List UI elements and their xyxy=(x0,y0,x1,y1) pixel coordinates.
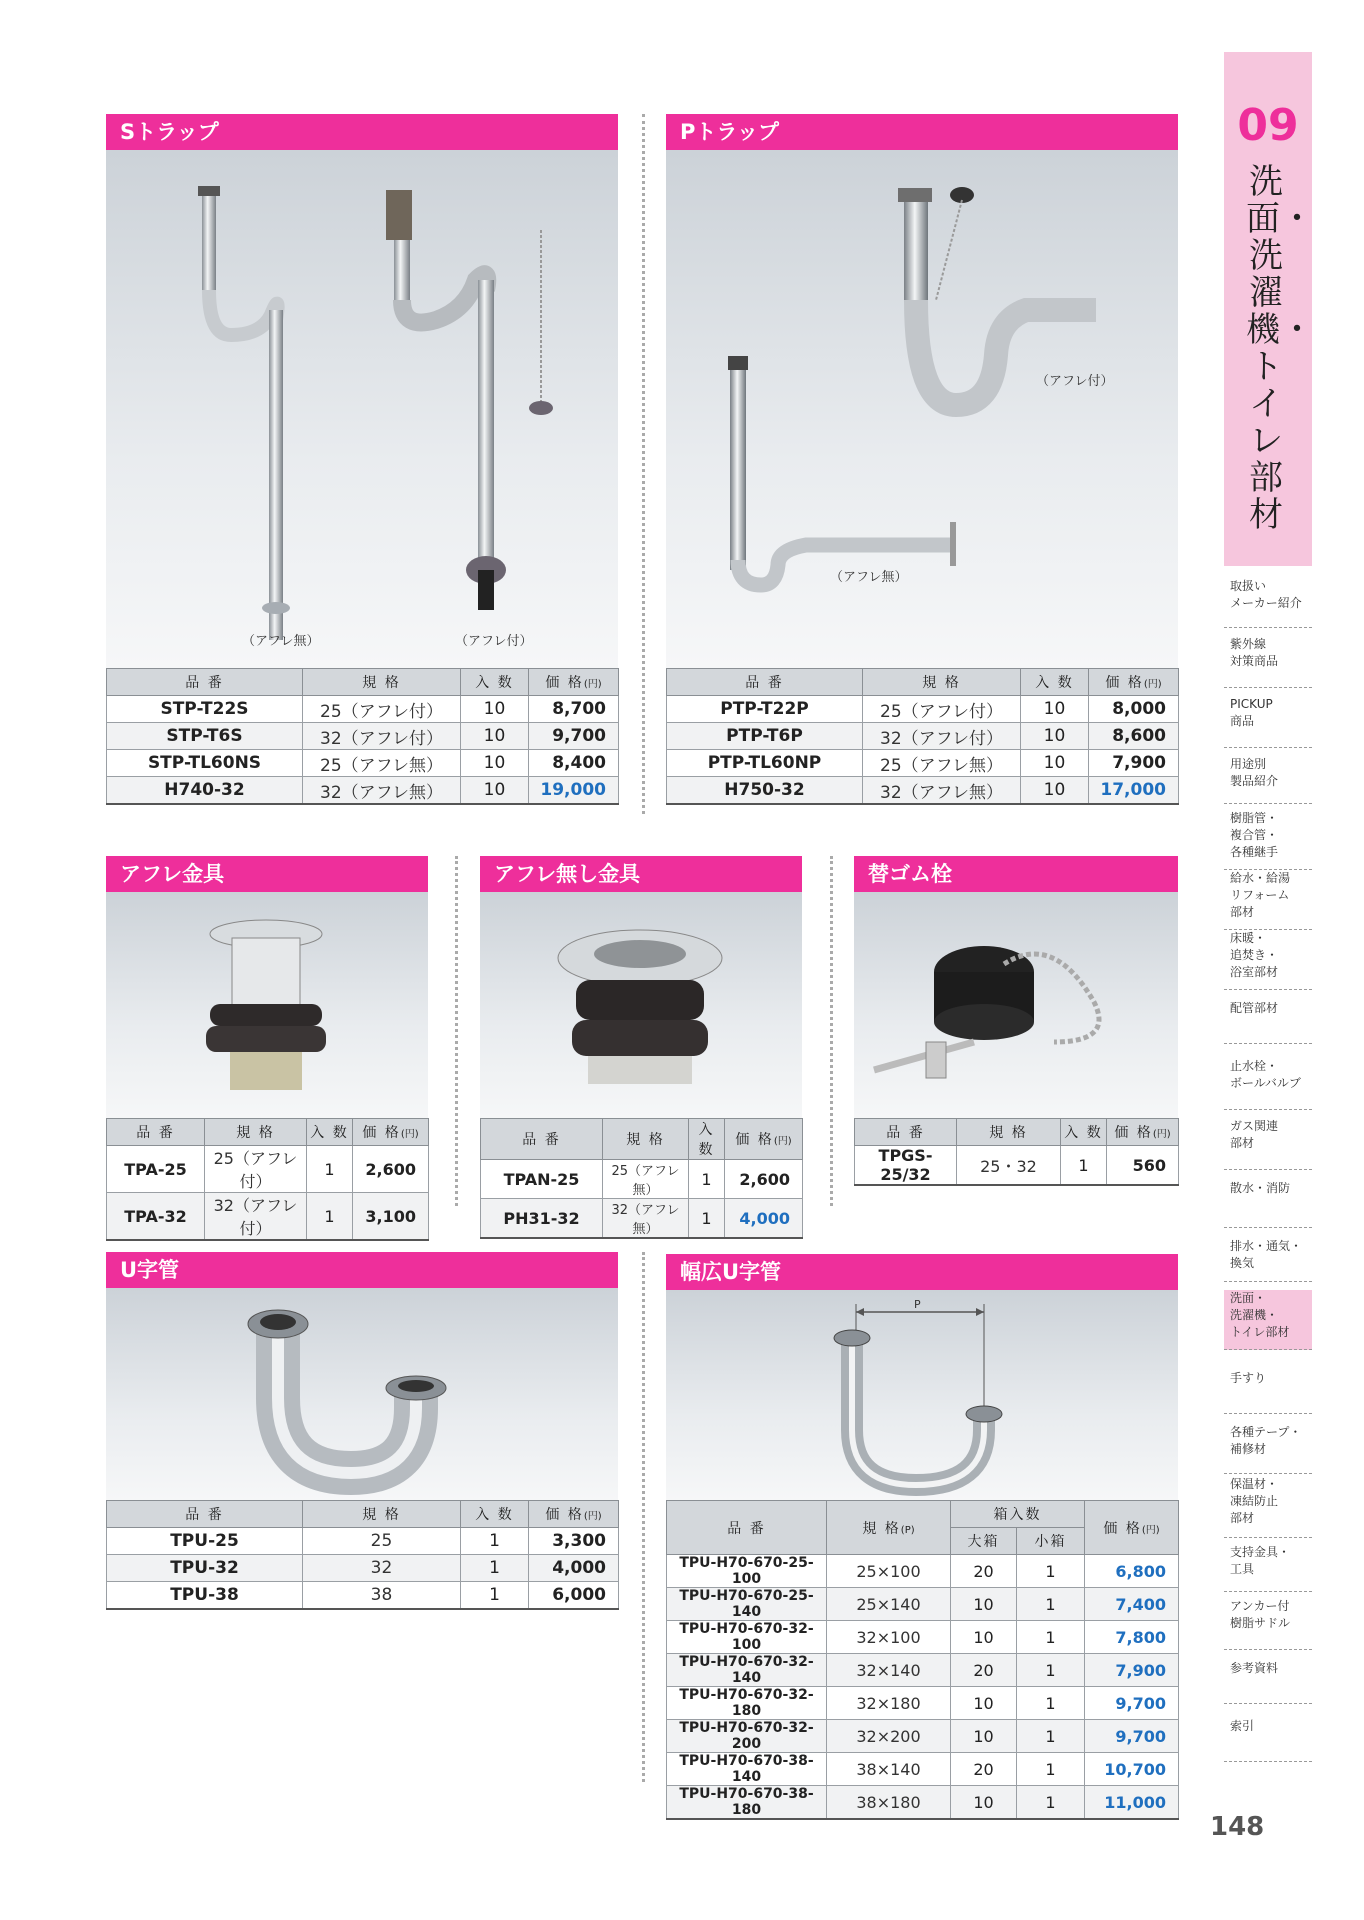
spec-cell: 32（アフレ無） xyxy=(303,777,461,805)
section-title-p-trap: Pトラップ xyxy=(666,114,1178,150)
product-code: TPU-H70-670-25-100 xyxy=(667,1555,827,1588)
product-code: PH31-32 xyxy=(481,1199,603,1239)
column-header: 品 番 xyxy=(107,1119,205,1146)
table-row xyxy=(107,1582,619,1610)
price-cell: 11,000 xyxy=(1085,1786,1179,1820)
table-row xyxy=(667,1753,1179,1786)
u-tube-illustration xyxy=(106,1288,618,1500)
afure-nashi-photo xyxy=(480,892,802,1118)
column-header-small-box: 小箱 xyxy=(1017,1528,1085,1555)
caption: （アフレ無） xyxy=(830,570,908,585)
quantity-cell: 1 xyxy=(689,1160,725,1199)
table-row xyxy=(667,750,1179,777)
small-box-cell: 1 xyxy=(1017,1654,1085,1687)
price-cell: 3,100 xyxy=(353,1193,429,1241)
afure-nashi-table xyxy=(480,1118,803,1239)
table-row xyxy=(667,1786,1179,1820)
price-cell: 560 xyxy=(1107,1146,1179,1186)
price-cell: 10,700 xyxy=(1085,1753,1179,1786)
spec-cell: 25（アフレ無） xyxy=(863,750,1021,777)
column-header-large-box: 大箱 xyxy=(951,1528,1017,1555)
large-box-cell: 10 xyxy=(951,1720,1017,1753)
price-cell: 9,700 xyxy=(1085,1720,1179,1753)
u-tube-photo xyxy=(106,1288,618,1500)
afure-illustration xyxy=(106,892,428,1118)
large-box-cell: 10 xyxy=(951,1588,1017,1621)
column-header-spec xyxy=(827,1501,951,1555)
spec-cell: 32×140 xyxy=(827,1654,951,1687)
spec-cell: 32（アフレ付） xyxy=(205,1193,307,1241)
quantity-cell: 10 xyxy=(1021,777,1089,805)
price-unit: (円) xyxy=(1152,1129,1171,1140)
nav-item[interactable]: 排水・通気・ 換気 xyxy=(1224,1238,1312,1282)
nav-item[interactable]: PICKUP 商品 xyxy=(1224,696,1312,748)
spec-cell: 25（アフレ無） xyxy=(303,750,461,777)
product-code: TPU-H70-670-38-180 xyxy=(667,1786,827,1820)
quantity-cell: 1 xyxy=(461,1528,529,1555)
gomu-illustration xyxy=(854,892,1178,1118)
small-box-cell: 1 xyxy=(1017,1786,1085,1820)
table-row xyxy=(107,750,619,777)
table-row xyxy=(667,696,1179,723)
column-header-price xyxy=(529,1501,619,1528)
column-header: 品 番 xyxy=(667,669,863,696)
price-unit: (円) xyxy=(1141,1524,1160,1536)
nav-item[interactable]: 樹脂管・ 複合管・ 各種継手 xyxy=(1224,810,1312,870)
product-code: TPU-32 xyxy=(107,1555,303,1582)
section-title-afure-nashi: アフレ無し金具 xyxy=(480,856,802,892)
quantity-cell: 10 xyxy=(461,750,529,777)
table-row xyxy=(667,1555,1179,1588)
quantity-cell: 1 xyxy=(307,1146,353,1193)
nav-item[interactable]: 床暖・ 追焚き・ 浴室部材 xyxy=(1224,930,1312,990)
price-cell: 9,700 xyxy=(529,723,619,750)
price-cell: 6,800 xyxy=(1085,1555,1179,1588)
chapter-title: 洗面・洗濯機・トイレ部材 xyxy=(1246,162,1314,535)
nav-item[interactable]: 紫外線 対策商品 xyxy=(1224,636,1312,688)
price-cell: 19,000 xyxy=(529,777,619,805)
product-code: TPU-H70-670-32-100 xyxy=(667,1621,827,1654)
product-code: TPU-H70-670-25-140 xyxy=(667,1588,827,1621)
product-code: TPU-H70-670-32-140 xyxy=(667,1654,827,1687)
price-cell: 7,400 xyxy=(1085,1588,1179,1621)
small-box-cell: 1 xyxy=(1017,1588,1085,1621)
price-header-label: 価 格 xyxy=(1103,1520,1142,1537)
nav-item[interactable]: 洗面・ 洗濯機・ トイレ部材 xyxy=(1224,1290,1312,1350)
price-cell: 6,000 xyxy=(529,1582,619,1610)
quantity-cell: 1 xyxy=(307,1193,353,1241)
spec-cell: 25（アフレ無） xyxy=(603,1160,689,1199)
page-number: 148 xyxy=(1210,1812,1265,1842)
gomu-photo xyxy=(854,892,1178,1118)
price-cell: 2,600 xyxy=(725,1160,803,1199)
column-header: 入 数 xyxy=(307,1119,353,1146)
table-row xyxy=(667,723,1179,750)
price-header-label: 価 格 xyxy=(1114,1125,1153,1141)
spec-cell: 25 xyxy=(303,1528,461,1555)
product-code: PTP-TL60NP xyxy=(667,750,863,777)
table-row xyxy=(107,1555,619,1582)
quantity-cell: 10 xyxy=(461,696,529,723)
caption: （アフレ付） xyxy=(455,634,533,649)
quantity-cell: 10 xyxy=(1021,723,1089,750)
column-header-price xyxy=(725,1119,803,1160)
column-header-price xyxy=(353,1119,429,1146)
product-code: STP-T22S xyxy=(107,696,303,723)
price-unit: (円) xyxy=(1143,679,1162,690)
table-row xyxy=(107,723,619,750)
table-row xyxy=(667,1621,1179,1654)
spec-cell: 25×140 xyxy=(827,1588,951,1621)
column-header-price xyxy=(529,669,619,696)
price-cell: 7,900 xyxy=(1085,1654,1179,1687)
price-cell: 3,300 xyxy=(529,1528,619,1555)
spec-cell: 25（アフレ付） xyxy=(863,696,1021,723)
p-trap-photo xyxy=(666,150,1178,668)
spec-cell: 38×180 xyxy=(827,1786,951,1820)
large-box-cell: 10 xyxy=(951,1621,1017,1654)
spec-cell: 25（アフレ付） xyxy=(205,1146,307,1193)
large-box-cell: 10 xyxy=(951,1786,1017,1820)
column-header-price xyxy=(1089,669,1179,696)
price-cell: 4,000 xyxy=(725,1199,803,1239)
column-divider xyxy=(830,856,833,1206)
column-header: 品 番 xyxy=(855,1119,957,1146)
nav-item[interactable]: 用途別 製品紹介 xyxy=(1224,756,1312,804)
product-code: STP-TL60NS xyxy=(107,750,303,777)
u-tube-table xyxy=(106,1500,619,1610)
product-code: TPU-H70-670-32-180 xyxy=(667,1687,827,1720)
nav-item[interactable]: 止水栓・ ボールバルブ xyxy=(1224,1058,1312,1110)
p-trap-table xyxy=(666,668,1179,805)
afure-table xyxy=(106,1118,429,1241)
quantity-cell: 1 xyxy=(1061,1146,1107,1186)
nav-item[interactable]: 給水・給湯 リフォーム 部材 xyxy=(1224,870,1312,930)
nav-item[interactable]: 各種テープ・ 補修材 xyxy=(1224,1424,1312,1474)
nav-item[interactable]: 散水・消防 xyxy=(1224,1180,1312,1228)
column-header: 規 格 xyxy=(957,1119,1061,1146)
spec-header-label: 規 格 xyxy=(862,1520,901,1537)
price-unit: (円) xyxy=(583,1511,602,1522)
table-row xyxy=(481,1199,803,1239)
column-divider xyxy=(642,1252,645,1782)
column-divider xyxy=(455,856,458,1206)
s-trap-photo xyxy=(106,150,618,668)
spec-cell: 32×180 xyxy=(827,1687,951,1720)
caption: （アフレ付） xyxy=(1036,374,1114,389)
product-code: TPU-38 xyxy=(107,1582,303,1610)
gomu-table xyxy=(854,1118,1179,1186)
quantity-cell: 1 xyxy=(689,1199,725,1239)
small-box-cell: 1 xyxy=(1017,1720,1085,1753)
nav-item[interactable]: ガス関連 部材 xyxy=(1224,1118,1312,1170)
table-row xyxy=(667,1588,1179,1621)
column-header: 入 数 xyxy=(1061,1119,1107,1146)
nav-item[interactable]: 索引 xyxy=(1224,1718,1312,1762)
chapter-number: 09 xyxy=(1237,100,1299,151)
spec-cell: 32×100 xyxy=(827,1621,951,1654)
price-unit: (円) xyxy=(773,1136,792,1147)
section-title-afure: アフレ金具 xyxy=(106,856,428,892)
dimension-label: P xyxy=(914,1298,921,1311)
price-cell: 4,000 xyxy=(529,1555,619,1582)
nav-item[interactable]: 手すり xyxy=(1224,1370,1312,1414)
spec-cell: 25×100 xyxy=(827,1555,951,1588)
afure-photo xyxy=(106,892,428,1118)
quantity-cell: 10 xyxy=(1021,696,1089,723)
spec-unit: (P) xyxy=(900,1524,915,1536)
table-row xyxy=(667,1654,1179,1687)
spec-cell: 32（アフレ付） xyxy=(863,723,1021,750)
product-code: TPU-H70-670-32-200 xyxy=(667,1720,827,1753)
chapter-tab xyxy=(1224,52,1312,566)
price-header-label: 価 格 xyxy=(735,1132,774,1148)
small-box-cell: 1 xyxy=(1017,1687,1085,1720)
price-unit: (円) xyxy=(400,1129,419,1140)
table-row xyxy=(481,1160,803,1199)
section-title-wide-u-tube: 幅広U字管 xyxy=(666,1254,1178,1290)
nav-item[interactable]: 配管部材 xyxy=(1224,1000,1312,1044)
spec-cell: 38×140 xyxy=(827,1753,951,1786)
s-trap-illustration xyxy=(106,150,618,668)
p-trap-illustration xyxy=(666,150,1178,668)
table-row xyxy=(107,1146,429,1193)
table-row xyxy=(107,696,619,723)
wide-u-photo xyxy=(666,1290,1178,1500)
product-code: H740-32 xyxy=(107,777,303,805)
nav-item[interactable]: 参考資料 xyxy=(1224,1660,1312,1704)
product-code: PTP-T22P xyxy=(667,696,863,723)
caption: （アフレ無） xyxy=(242,634,320,649)
large-box-cell: 20 xyxy=(951,1753,1017,1786)
nav-item[interactable]: 保温材・ 凍結防止 部材 xyxy=(1224,1476,1312,1538)
column-header: 品 番 xyxy=(481,1119,603,1160)
price-cell: 2,600 xyxy=(353,1146,429,1193)
column-header: 入 数 xyxy=(689,1119,725,1160)
product-code: TPA-32 xyxy=(107,1193,205,1241)
column-header: 品 番 xyxy=(107,1501,303,1528)
price-cell: 8,700 xyxy=(529,696,619,723)
column-header: 入 数 xyxy=(1021,669,1089,696)
wide-u-illustration xyxy=(666,1290,1178,1500)
table-row xyxy=(107,1528,619,1555)
price-cell: 8,400 xyxy=(529,750,619,777)
large-box-cell: 10 xyxy=(951,1687,1017,1720)
price-cell: 17,000 xyxy=(1089,777,1179,805)
price-cell: 9,700 xyxy=(1085,1687,1179,1720)
section-title-gomu: 替ゴム栓 xyxy=(854,856,1178,892)
column-header-price xyxy=(1107,1119,1179,1146)
product-code: H750-32 xyxy=(667,777,863,805)
column-header: 規 格 xyxy=(603,1119,689,1160)
product-code: TPGS-25/32 xyxy=(855,1146,957,1186)
table-row xyxy=(667,777,1179,805)
price-header-label: 価 格 xyxy=(545,675,584,691)
section-title-u-tube: U字管 xyxy=(106,1252,618,1288)
small-box-cell: 1 xyxy=(1017,1753,1085,1786)
column-header: 規 格 xyxy=(303,669,461,696)
s-trap-table xyxy=(106,668,619,805)
price-cell: 7,800 xyxy=(1085,1621,1179,1654)
quantity-cell: 1 xyxy=(461,1555,529,1582)
price-header-label: 価 格 xyxy=(1105,675,1144,691)
nav-item[interactable]: アンカー付 樹脂サドル xyxy=(1224,1598,1312,1650)
spec-cell: 32（アフレ無） xyxy=(863,777,1021,805)
table-row xyxy=(855,1146,1179,1186)
column-header: 入 数 xyxy=(461,1501,529,1528)
price-cell: 8,000 xyxy=(1089,696,1179,723)
spec-cell: 25（アフレ付） xyxy=(303,696,461,723)
product-code: STP-T6S xyxy=(107,723,303,750)
column-header: 入 数 xyxy=(461,669,529,696)
price-header-label: 価 格 xyxy=(545,1507,584,1523)
column-header: 品 番 xyxy=(667,1501,827,1555)
table-row xyxy=(667,1687,1179,1720)
column-header: 規 格 xyxy=(303,1501,461,1528)
spec-cell: 32（アフレ無） xyxy=(603,1199,689,1239)
product-code: TPA-25 xyxy=(107,1146,205,1193)
table-row xyxy=(667,1720,1179,1753)
wide-u-table xyxy=(666,1500,1179,1820)
small-box-cell: 1 xyxy=(1017,1621,1085,1654)
section-title-s-trap: Sトラップ xyxy=(106,114,618,150)
price-unit: (円) xyxy=(583,679,602,690)
product-code: TPU-25 xyxy=(107,1528,303,1555)
column-header-price xyxy=(1085,1501,1179,1555)
quantity-cell: 10 xyxy=(1021,750,1089,777)
spec-cell: 32×200 xyxy=(827,1720,951,1753)
product-code: TPAN-25 xyxy=(481,1160,603,1199)
quantity-cell: 10 xyxy=(461,723,529,750)
afure-nashi-illustration xyxy=(480,892,802,1118)
column-header: 品 番 xyxy=(107,669,303,696)
spec-cell: 25・32 xyxy=(957,1146,1061,1186)
quantity-cell: 10 xyxy=(461,777,529,805)
product-code: PTP-T6P xyxy=(667,723,863,750)
table-row xyxy=(107,777,619,805)
spec-cell: 38 xyxy=(303,1582,461,1610)
quantity-cell: 1 xyxy=(461,1582,529,1610)
spec-cell: 32 xyxy=(303,1555,461,1582)
large-box-cell: 20 xyxy=(951,1654,1017,1687)
column-header: 規 格 xyxy=(863,669,1021,696)
table-row xyxy=(107,1193,429,1241)
small-box-cell: 1 xyxy=(1017,1555,1085,1588)
column-header: 規 格 xyxy=(205,1119,307,1146)
product-code: TPU-H70-670-38-140 xyxy=(667,1753,827,1786)
spec-cell: 32（アフレ付） xyxy=(303,723,461,750)
large-box-cell: 20 xyxy=(951,1555,1017,1588)
column-divider xyxy=(642,114,645,814)
price-cell: 7,900 xyxy=(1089,750,1179,777)
nav-item[interactable]: 取扱い メーカー紹介 xyxy=(1224,578,1312,628)
nav-item[interactable]: 支持金具・ 工具 xyxy=(1224,1544,1312,1592)
price-cell: 8,600 xyxy=(1089,723,1179,750)
price-header-label: 価 格 xyxy=(362,1125,401,1141)
column-header-box-count: 箱入数 xyxy=(951,1501,1085,1528)
